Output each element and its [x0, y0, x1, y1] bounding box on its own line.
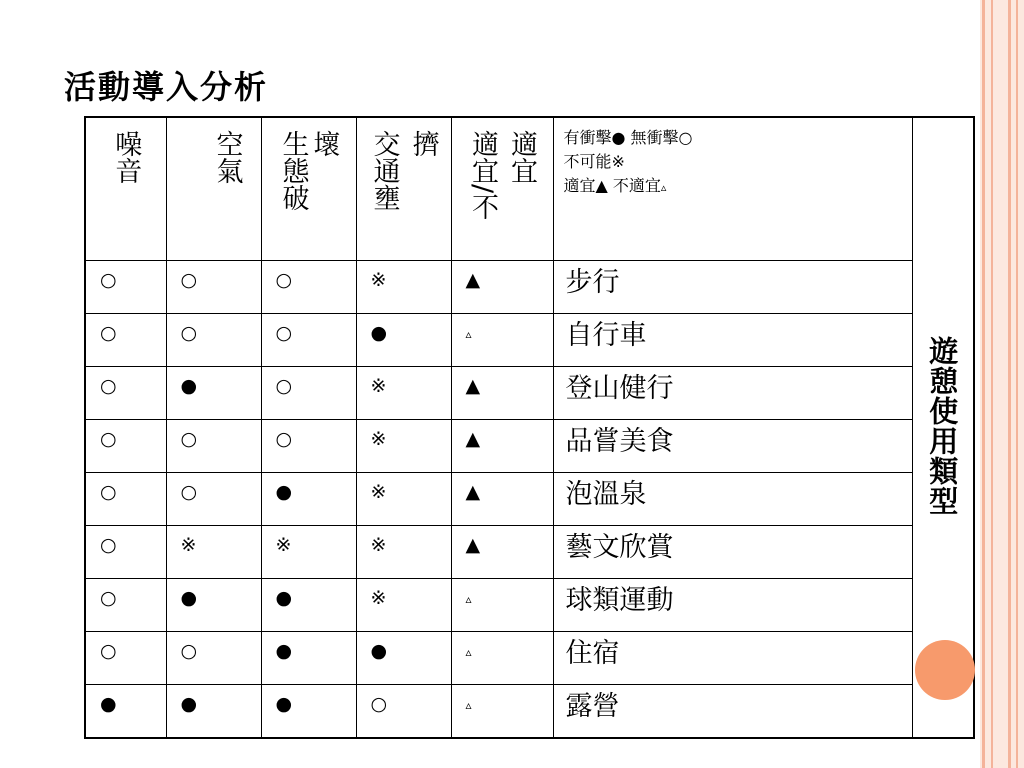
decorative-orange-circle: [915, 640, 975, 700]
cell-suit: [451, 685, 553, 739]
symbol-noise: ●: [100, 693, 117, 715]
symbol-eco: ○: [275, 269, 293, 291]
legend-line-suitability: [564, 174, 912, 198]
cell-air: [166, 685, 261, 739]
header-traffic: [356, 117, 451, 261]
symbol-air: ●: [180, 587, 198, 609]
symbol-air: ※: [180, 534, 197, 556]
symbol-traffic: ※: [370, 269, 387, 291]
symbol-suit: ▲: [465, 375, 481, 397]
symbol-suit: ▵: [465, 645, 472, 659]
cell-suit: [451, 579, 553, 632]
cell-eco: [261, 685, 356, 739]
side-label: 遊憩使用類型: [925, 336, 960, 516]
cell-activity: [553, 473, 912, 526]
cell-eco: [261, 261, 356, 314]
table-row: [85, 526, 974, 579]
table-row: [85, 420, 974, 473]
symbol-traffic: ●: [370, 322, 388, 344]
activity-label: 自行車: [565, 320, 647, 351]
header-suitability: [451, 117, 553, 261]
symbol-noise: ○: [100, 322, 117, 344]
header-air: [166, 117, 261, 261]
cell-noise: [85, 632, 166, 685]
symbol-noise: ○: [100, 640, 117, 662]
symbol-air: ●: [180, 375, 198, 397]
cell-activity: [553, 420, 912, 473]
cell-activity: [553, 579, 912, 632]
activity-label: 藝文欣賞: [565, 532, 674, 563]
cell-traffic: [356, 261, 451, 314]
symbol-noise: ○: [100, 269, 117, 291]
symbol-eco: ●: [275, 640, 293, 662]
symbol-noise: ○: [100, 587, 117, 609]
cell-air: [166, 526, 261, 579]
header-row: [85, 117, 974, 261]
symbol-air: ●: [180, 693, 198, 715]
activity-label: 球類運動: [565, 585, 674, 616]
decorative-stripe: [1008, 0, 1011, 768]
cell-noise: [85, 314, 166, 367]
cell-activity: [553, 367, 912, 420]
activity-label: 泡溫泉: [565, 479, 647, 510]
symbol-eco: ○: [275, 375, 293, 397]
cell-air: [166, 579, 261, 632]
header-ecology-label-2: 壞: [308, 130, 340, 157]
symbol-traffic: ○: [370, 693, 388, 715]
symbol-suit: ▵: [465, 327, 472, 341]
symbol-noise: ○: [100, 428, 117, 450]
cell-air: [166, 261, 261, 314]
cell-traffic: [356, 685, 451, 739]
cell-noise: [85, 473, 166, 526]
symbol-traffic: ●: [370, 640, 388, 662]
table-row: [85, 579, 974, 632]
header-noise: [85, 117, 166, 261]
slide-title: 活動導入分析: [64, 68, 269, 106]
decorative-stripe: [1016, 0, 1018, 768]
cell-eco: [261, 314, 356, 367]
header-noise-label: 噪音: [110, 130, 142, 184]
cell-suit: [451, 526, 553, 579]
cell-eco: [261, 473, 356, 526]
symbol-traffic: ※: [370, 481, 387, 503]
symbol-air: ○: [180, 481, 198, 503]
cell-suit: [451, 632, 553, 685]
symbol-eco: ○: [275, 322, 293, 344]
legend-suitability-text: 適宜▲ 不適宜: [563, 176, 661, 195]
analysis-table: [84, 116, 975, 739]
symbol-noise: ○: [100, 375, 117, 397]
cell-noise: [85, 526, 166, 579]
cell-traffic: [356, 314, 451, 367]
cell-eco: [261, 367, 356, 420]
activity-label: 品嘗美食: [565, 426, 674, 457]
cell-suit: [451, 420, 553, 473]
table-row: [85, 685, 974, 739]
symbol-noise: ○: [100, 534, 117, 556]
symbol-traffic: ※: [370, 534, 387, 556]
legend-line-impossible: 不可能※: [563, 152, 625, 171]
cell-suit: [451, 314, 553, 367]
cell-suit: [451, 261, 553, 314]
cell-air: [166, 314, 261, 367]
legend-cell: [553, 117, 912, 261]
cell-traffic: [356, 632, 451, 685]
cell-suit: [451, 367, 553, 420]
table-row: [85, 632, 974, 685]
header-traffic-label-1: 交通壅: [368, 130, 400, 211]
symbol-traffic: ※: [370, 428, 387, 450]
cell-eco: [261, 526, 356, 579]
table-row: [85, 261, 974, 314]
cell-noise: [85, 261, 166, 314]
symbol-suit: ▵: [465, 698, 472, 712]
symbol-air: ○: [180, 640, 198, 662]
symbol-air: ○: [180, 428, 198, 450]
cell-noise: [85, 685, 166, 739]
symbol-suit: ▲: [465, 481, 481, 503]
decorative-stripe: [982, 0, 985, 768]
activity-label: 登山健行: [565, 373, 674, 404]
cell-traffic: [356, 420, 451, 473]
header-air-label: 空氣: [211, 130, 243, 184]
symbol-eco: ●: [275, 587, 293, 609]
cell-eco: [261, 632, 356, 685]
cell-suit: [451, 473, 553, 526]
symbol-traffic: ※: [370, 375, 387, 397]
activity-label: 住宿: [565, 638, 620, 669]
symbol-suit: ▲: [465, 534, 481, 556]
symbol-eco: ○: [275, 428, 293, 450]
legend: [554, 118, 912, 198]
activity-label: 露營: [565, 691, 620, 722]
header-ecology-label-1: 生態破: [277, 130, 309, 211]
cell-noise: [85, 420, 166, 473]
cell-traffic: [356, 579, 451, 632]
cell-eco: [261, 420, 356, 473]
symbol-air: ○: [180, 269, 198, 291]
cell-traffic: [356, 473, 451, 526]
legend-unsuitable-symbol: ▵: [660, 181, 667, 194]
cell-noise: [85, 367, 166, 420]
cell-traffic: [356, 367, 451, 420]
symbol-eco: ※: [275, 534, 292, 556]
cell-activity: [553, 314, 912, 367]
symbol-traffic: ※: [370, 587, 387, 609]
symbol-air: ○: [180, 322, 198, 344]
table-row: [85, 367, 974, 420]
symbol-suit: ▲: [465, 428, 481, 450]
header-suitability-label-2: 適宜: [506, 130, 538, 184]
cell-air: [166, 420, 261, 473]
symbol-suit: ▵: [465, 592, 472, 606]
symbol-eco: ●: [275, 481, 293, 503]
header-suitability-label-1: 適宜/不: [467, 130, 498, 221]
cell-eco: [261, 579, 356, 632]
cell-air: [166, 367, 261, 420]
symbol-eco: ●: [275, 693, 293, 715]
cell-air: [166, 632, 261, 685]
legend-line-impact: 有衝擊● 無衝擊○: [563, 128, 693, 147]
activity-label: 步行: [565, 267, 620, 298]
header-ecology: [261, 117, 356, 261]
cell-activity: [553, 632, 912, 685]
cell-activity: [553, 685, 912, 739]
header-traffic-label-2: 擠: [407, 130, 439, 157]
cell-activity: [553, 261, 912, 314]
cell-air: [166, 473, 261, 526]
decorative-stripe: [991, 0, 993, 768]
symbol-noise: ○: [100, 481, 117, 503]
cell-activity: [553, 526, 912, 579]
cell-traffic: [356, 526, 451, 579]
table-row: [85, 473, 974, 526]
cell-noise: [85, 579, 166, 632]
table-row: [85, 314, 974, 367]
symbol-suit: ▲: [465, 269, 481, 291]
